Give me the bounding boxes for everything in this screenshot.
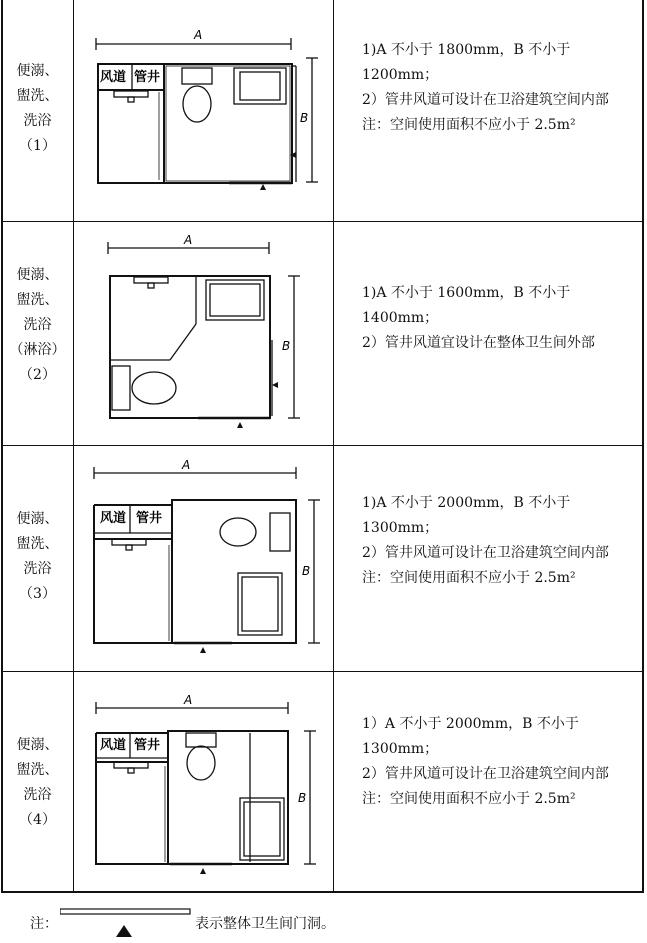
- row-label-1: [2, 59, 73, 159]
- shaft-label: 管井: [136, 511, 163, 526]
- dim-a: A: [184, 693, 193, 707]
- label-line: 便溺、: [16, 737, 59, 753]
- label-line: 盥洗、: [16, 292, 59, 308]
- footer-desc: 表示整体卫生间门洞。: [195, 916, 335, 932]
- legend-footer: [0, 905, 647, 943]
- row-divider: [1, 671, 644, 672]
- label-line: 便溺、: [16, 511, 59, 527]
- desc-line: 2）管井风道可设计在卫浴建筑空间内部: [362, 545, 609, 561]
- desc-line: 2）管井风道宜设计在整体卫生间外部: [362, 335, 595, 351]
- door-marker-icon: [200, 647, 206, 653]
- desc-line: 1)A 不小于 1600mm，B 不小于 1400mm；: [362, 285, 571, 326]
- door-marker-icon: [200, 868, 206, 874]
- dim-b: B: [300, 111, 309, 125]
- door-marker-icon: [272, 382, 278, 388]
- desc-line: 1)A 不小于 1800mm，B 不小于 1200mm；: [362, 42, 571, 83]
- label-line: 盥洗、: [16, 536, 59, 552]
- label-line: （4）: [19, 812, 56, 828]
- duct-label: 风道: [100, 511, 127, 526]
- dim-b: B: [302, 564, 311, 578]
- shaft-label: 管井: [134, 738, 161, 753]
- label-line: （淋浴）: [9, 342, 66, 358]
- desc-line: 2）管井风道可设计在卫浴建筑空间内部: [362, 766, 609, 782]
- desc-note: 注：空间使用面积不应小于 2.5m²: [362, 570, 576, 586]
- label-line: 洗浴: [23, 113, 52, 129]
- floor-plan-4: [74, 682, 333, 882]
- door-legend-icon: [60, 905, 195, 941]
- row-desc-3: [342, 491, 640, 591]
- dim-b: B: [298, 791, 307, 805]
- floor-plan-1: [74, 22, 333, 202]
- label-line: （3）: [19, 586, 56, 602]
- label-line: 盥洗、: [16, 762, 59, 778]
- desc-line: 1)A 不小于 2000mm，B 不小于 1300mm；: [362, 495, 571, 536]
- label-line: （2）: [19, 367, 56, 383]
- row-label-4: [2, 733, 73, 833]
- floor-plan-2: [74, 230, 333, 435]
- row-label-2: [2, 263, 73, 388]
- label-line: 便溺、: [16, 63, 59, 79]
- row-divider: [1, 445, 644, 446]
- dim-b: B: [282, 339, 291, 353]
- dim-a: A: [194, 28, 203, 42]
- footer-label: 注：: [30, 916, 58, 932]
- desc-note: 注：空间使用面积不应小于 2.5m²: [362, 117, 576, 133]
- label-line: 洗浴: [23, 561, 52, 577]
- label-line: 洗浴: [23, 317, 52, 333]
- desc-line: 2）管井风道可设计在卫浴建筑空间内部: [362, 92, 609, 108]
- row-desc-4: [342, 712, 640, 812]
- row-divider: [1, 221, 644, 222]
- door-marker-icon: [260, 184, 266, 190]
- desc-line: 1）A 不小于 2000mm，B 不小于 1300mm；: [362, 716, 579, 757]
- row-desc-2: [342, 281, 640, 356]
- shaft-label: 管井: [134, 70, 161, 85]
- dim-a: A: [184, 233, 193, 247]
- door-marker-icon: [237, 422, 243, 428]
- row-label-3: [2, 507, 73, 607]
- desc-note: 注：空间使用面积不应小于 2.5m²: [362, 791, 576, 807]
- label-line: 洗浴: [23, 787, 52, 803]
- duct-label: 风道: [100, 738, 127, 753]
- label-line: 便溺、: [16, 267, 59, 283]
- label-line: （1）: [19, 138, 56, 154]
- row-desc-1: [342, 38, 640, 138]
- column-divider: [333, 0, 334, 893]
- dim-a: A: [182, 458, 191, 472]
- duct-label: 风道: [100, 70, 127, 85]
- floor-plan-3: [74, 455, 333, 660]
- label-line: 盥洗、: [16, 88, 59, 104]
